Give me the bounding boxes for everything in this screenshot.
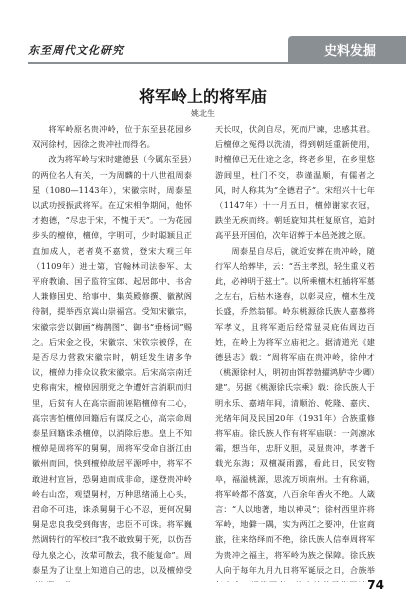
journal-name: 东至周代文化研究 bbox=[28, 44, 124, 57]
paragraph: 周泰星自尽后，就近安葬在贵冲岭，随行军人给葬毕，云：“吾主孝烈，轻生重义若此，必神明于兹土”。以所乘檀木杠插将军墓之左右，后枯木逢春，以彰灵应，檀木生茂长盛，乔然翁郁。岭东桃源徐氏族人嘉慕将军孝义，且将军逝后经常显灵庇佑周边百姓，在岭上为将军立庙祀之。据清道光《建德县志》载：“周将军庙在贵冲岭，徐仲才（桃源徐村人，明初由饵荐勃擢鸿胪寺少卿）建”。另据《桃源徐氏宗乘》载：徐氏族人于明永乐、嘉靖年间，清顺治、乾隆、嘉庆、光绪年间及民国20年（1931年）合族重修将军庙。徐氏族人作有将军庙联：一剑凛冰霜，想当年，忠肝义胆，灵显贵冲，孝著千载光东海；双檀凝雨露，看此日，民安物阜，福溢桃源，思流万顷南州。士有称诵，将军岭都不落寞，八百余年香火不绝。人箴言：“人以地著，地以神灵”；徐村西里许将军岭，地僻一隅，实为两江之要冲，仕宦商旅，往来络绎而不绝，徐氏族人信奉周将军为贵冲之福主，将军岭为族之保障。徐氏族人向于每年九月九日将军诞辰之日，合族举 bbox=[215, 245, 375, 575]
right-column bbox=[215, 122, 375, 582]
article-title: 将军岭上的将军庙 bbox=[138, 87, 267, 106]
paragraph-continued: 天长叹，伏剑自尽，死而尸谏，忠感其君。后檀倬之冤得以洗清，得到朝廷重新使用，时檀倬已无仕途之念，终老乡里，在乡里悠游闾里，杜门不交，恭谨温顺，有儒者之风，时人称其为“全德君子”。宋绍兴十七年（1147年）十一月五日，檀倬谢家衣冠，跌坐无疾而终。朝廷旋知其枉复原官，追封高平县开国伯，次年诏葬于本邑尧渡之原。 bbox=[215, 124, 375, 241]
header-rule bbox=[28, 62, 406, 64]
left-column bbox=[32, 122, 192, 582]
article-author: 姚北生 bbox=[191, 109, 215, 118]
paragraph: 改为将军岭与宋时建德县（今属东至县）的两位名人有关，一为周麟的十八世祖周泰星（1080—1143年），宋徽宗时，周泰星以武功授振武将军。在辽宋相争期间，他怀才抱德，“尽忠于宋，不愧于天”。一为花园步头的檀倬，檀倬，字明可，少时聪颖且正直加成人，老者莫不嘉赏，登宋大观三年（1109年）进士第，官翰林司法参军、太平府教谕、国子监符宝郎、起居郎中、书舍人兼修国史、给事中、集英殿修撰、徽猷阁待制，提举西京嵩山崇福宫。受知宋徽宗，宋徽宗尝以御画“梅鹊图”、御书“垂杨词”赐之。后宋金之役，宋徽宗、宋钦宗被俘，在是否尽力营救宋徽宗时，朝廷发生诸多争议，檀倬力排众议救宋徽宗。后宋高宗南迁史称南宋，檀倬因朋党之争遭奸言消职而归里，后贫有人在高宗面前诬陷檀倬有二心，高宗害怕檀倬回籍后有谋反之心，高宗命周泰星回籍诛杀檀倬，以消除后患。皇上不知檀倬是周将军的舅舅，周将军受命自浙江由徽州而回，快到檀倬故居平源呼中，将军不敢进村宣旨，恐舅迪而成非命，遂登贵冲岭岭右山峦，观望舅村，万种思绪涌上心头，君命不可违，诛杀舅舅于心不忍，更何况舅舅是忠良我受到侮害，忠臣不可诛。将军巍然调转行的军校曰“我不敢致舅于死，以伤吾母九泉之心，汝辈可散去，我不能复命”。周泰星为了让皇上知道自己的忠，以及檀倬受 bbox=[32, 154, 192, 575]
section-label: 史料发掘 bbox=[323, 44, 376, 59]
page-number: 74 bbox=[367, 578, 384, 592]
paragraph: 将军岭原名贵冲岭，位于东至县花园乡双河徐村，因徐之贵冲社而得名。 bbox=[32, 124, 192, 150]
page-header bbox=[0, 0, 406, 62]
